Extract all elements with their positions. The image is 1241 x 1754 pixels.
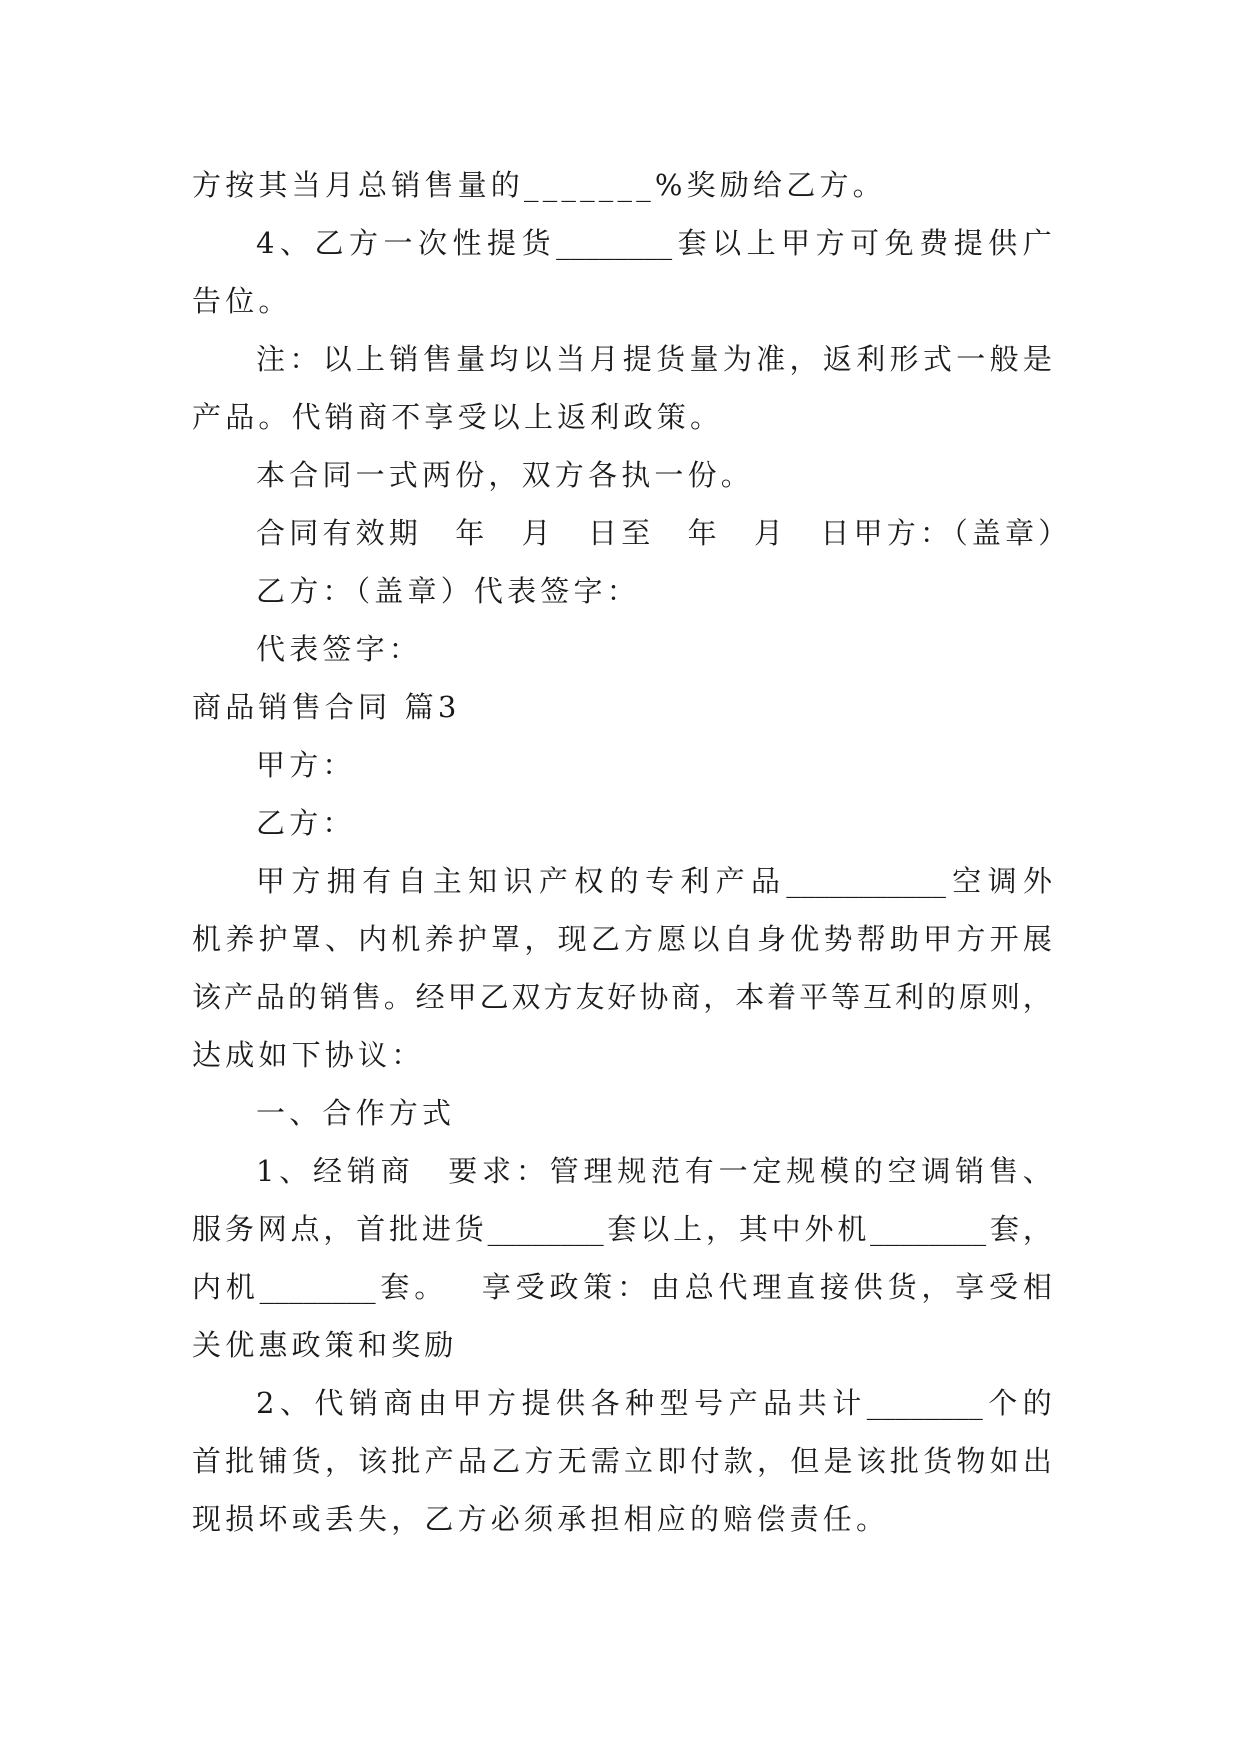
text-line: 4 、 乙 方 一 次 性 提 货 ________ 套 以 上 甲 方 可 免 费 提 供 广 <box>256 226 1052 260</box>
text-line: 甲 方 拥 有 自 主 知 识 产 权 的 专 利 产 品 ___________ 空 调 外 <box>256 864 1052 898</box>
text-line: 乙方： <box>256 806 356 840</box>
text-line: 产品。代销商不享受以上返利政策。 <box>192 400 724 434</box>
text-line: 乙方：（盖章）代表签字： <box>256 574 640 608</box>
text-line: 关优惠政策和奖励 <box>192 1328 458 1362</box>
text-line: 服 务 网 点 ， 首 批 进 货 ________ 套 以 上 ， 其 中 外 机 ________ 套 ， <box>192 1212 1052 1246</box>
text-line: 该 产 品 的 销 售 。 经 甲 乙 双 方 友 好 协 商 ， 本 着 平 等 互 利 的 原 则 ， <box>192 980 1052 1014</box>
section-heading: 商品销售合同 篇3 <box>192 690 461 724</box>
text-line: 内 机 ________ 套 。 享 受 政 策 ： 由 总 代 理 直 接 供 货 ， 享 受 相 <box>192 1270 1052 1304</box>
text-line: 本合同一式两份，双方各执一份。 <box>256 458 755 492</box>
text-line: 甲方： <box>256 748 356 782</box>
text-line: 首 批 铺 货 ， 该 批 产 品 乙 方 无 需 立 即 付 款 ， 但 是 该 批 货 物 如 出 <box>192 1444 1052 1478</box>
subsection-heading: 一、合作方式 <box>256 1096 456 1130</box>
text-line: 注 ： 以 上 销 售 量 均 以 当 月 提 货 量 为 准 ， 返 利 形 式 一 般 是 <box>256 342 1052 376</box>
text-line: 机 养 护 罩 、 内 机 养 护 罩 ， 现 乙 方 愿 以 自 身 优 势 帮 助 甲 方 开 展 <box>192 922 1052 956</box>
text-line: 现损坏或丢失，乙方必须承担相应的赔偿责任。 <box>192 1502 890 1536</box>
text-line: 告位。 <box>192 284 292 318</box>
text-line: 达成如下协议： <box>192 1038 425 1072</box>
text-line: 方按其当月总销售量的_______%奖励给乙方。 <box>192 168 886 202</box>
text-line: 合同有效期 年 月 日至 年 月 日甲方：（盖章） <box>256 516 1072 550</box>
text-line: 代表签字： <box>256 632 423 666</box>
text-line: 2 、 代 销 商 由 甲 方 提 供 各 种 型 号 产 品 共 计 ________ 个 的 <box>256 1386 1052 1420</box>
text-line: 1 、 经 销 商 要 求 ： 管 理 规 范 有 一 定 规 模 的 空 调 销 售 、 <box>256 1154 1052 1188</box>
document-body <box>192 156 1072 1548</box>
